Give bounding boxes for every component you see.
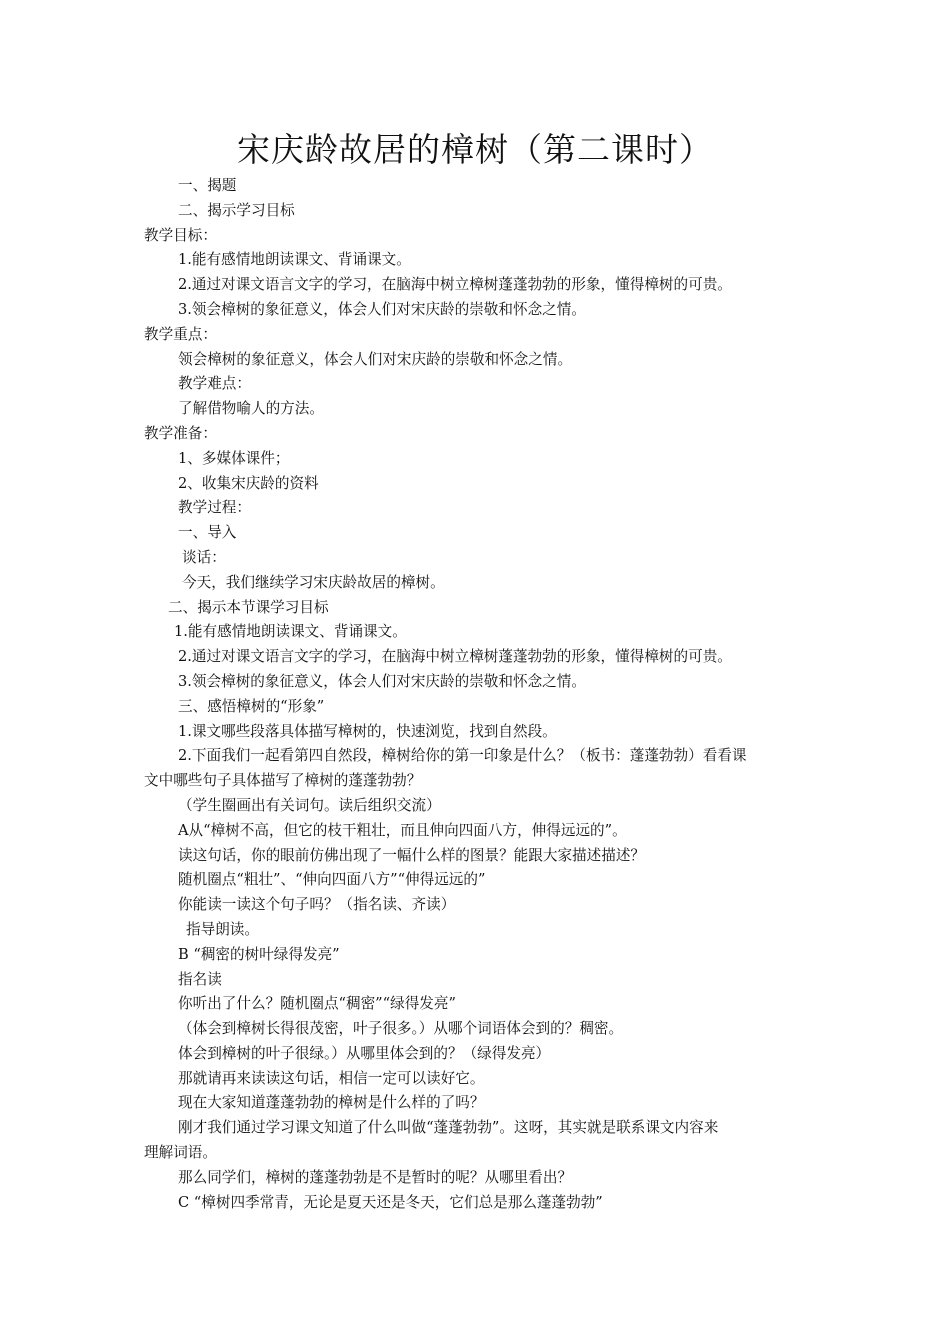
- paragraph-line: 了解借物喻人的方法。: [178, 400, 324, 418]
- paragraph-line: A从“樟树不高，但它的枝干粗壮，而且伸向四面八方，伸得远远的”。: [178, 821, 627, 839]
- paragraph-line: 那就请再来读读这句话，相信一定可以读好它。: [178, 1069, 485, 1087]
- paragraph-line: 2.通过对课文语言文字的学习，在脑海中树立樟树蓬蓬勃勃的形象，懂得樟树的可贵。: [178, 648, 732, 666]
- paragraph-line: 2.通过对课文语言文字的学习，在脑海中树立樟树蓬蓬勃勃的形象，懂得樟树的可贵。: [178, 276, 732, 294]
- section-heading: 教学准备：: [144, 424, 217, 442]
- paragraph-line: 读这句话，你的眼前仿佛出现了一幅什么样的图景？能跟大家描述描述？: [178, 846, 646, 864]
- paragraph-line: 领会樟树的象征意义，体会人们对宋庆龄的崇敬和怀念之情。: [178, 350, 573, 368]
- section-heading: 教学重点：: [144, 325, 217, 343]
- paragraph-line: 刚才我们通过学习课文知道了什么叫做“蓬蓬勃勃”。这呀，其实就是联系课文内容来: [178, 1119, 719, 1137]
- paragraph-line: 3.领会樟树的象征意义，体会人们对宋庆龄的崇敬和怀念之情。: [178, 300, 586, 318]
- paragraph-line: 1、多媒体课件；: [178, 449, 290, 467]
- paragraph-line: 今天，我们继续学习宋庆龄故居的樟树。: [182, 573, 445, 591]
- paragraph-line: 谈话：: [182, 548, 226, 566]
- paragraph-line: 二、揭示学习目标: [178, 201, 295, 219]
- paragraph-line: 1.课文哪些段落具体描写樟树的，快速浏览，找到自然段。: [178, 722, 557, 740]
- paragraph-line: 3.领会樟树的象征意义，体会人们对宋庆龄的崇敬和怀念之情。: [178, 672, 586, 690]
- paragraph-line: 体会到樟树的叶子很绿。）从哪里体会到的？（绿得发亮）: [178, 1044, 551, 1062]
- paragraph-line: 1.能有感情地朗读课文、背诵课文。: [174, 623, 407, 641]
- paragraph-line: （体会到樟树长得很茂密，叶子很多。）从哪个词语体会到的？稠密。: [178, 1020, 624, 1038]
- paragraph-line: 你听出了什么？随机圈点“稠密”“绿得发亮”: [178, 995, 456, 1013]
- paragraph-line: 现在大家知道蓬蓬勃勃的樟树是什么样的了吗？: [178, 1094, 485, 1112]
- paragraph-line: （学生圈画出有关词句。读后组织交流）: [178, 796, 441, 814]
- paragraph-line: 二、揭示本节课学习目标: [168, 598, 329, 616]
- paragraph-line: 文中哪些句子具体描写了樟树的蓬蓬勃勃？: [144, 772, 422, 790]
- paragraph-line: B “稠密的树叶绿得发亮”: [178, 945, 340, 963]
- document-title: 宋庆龄故居的樟树（第二课时）: [237, 130, 713, 169]
- paragraph-line: 你能读一读这个句子吗？（指名读、齐读）: [178, 896, 456, 914]
- paragraph-line: 2.下面我们一起看第四自然段，樟树给你的第一印象是什么？（板书：蓬蓬勃勃）看看课: [178, 747, 747, 765]
- paragraph-line: 2、收集宋庆龄的资料: [178, 474, 319, 492]
- paragraph-line: 一、揭题: [178, 177, 237, 194]
- document-body: [144, 174, 824, 1215]
- paragraph-line: 三、感悟樟树的“形象”: [178, 697, 325, 715]
- paragraph-line: 指导朗读。: [186, 920, 259, 938]
- paragraph-line: C “樟树四季常青，无论是夏天还是冬天，它们总是那么蓬蓬勃勃”: [178, 1193, 603, 1211]
- paragraph-line: 那么同学们，樟树的蓬蓬勃勃是不是暂时的呢？从哪里看出？: [178, 1168, 573, 1186]
- paragraph-line: 1.能有感情地朗读课文、背诵课文。: [178, 251, 411, 269]
- paragraph-line: 教学过程：: [178, 499, 251, 517]
- paragraph-line: 理解词语。: [144, 1144, 217, 1162]
- paragraph-line: 教学难点：: [178, 375, 251, 393]
- section-heading: 教学目标：: [144, 226, 217, 244]
- paragraph-line: 指名读: [178, 970, 222, 988]
- paragraph-line: 随机圈点“粗壮”、“伸向四面八方”“伸得远远的”: [178, 871, 486, 889]
- paragraph-line: 一、导入: [178, 524, 237, 542]
